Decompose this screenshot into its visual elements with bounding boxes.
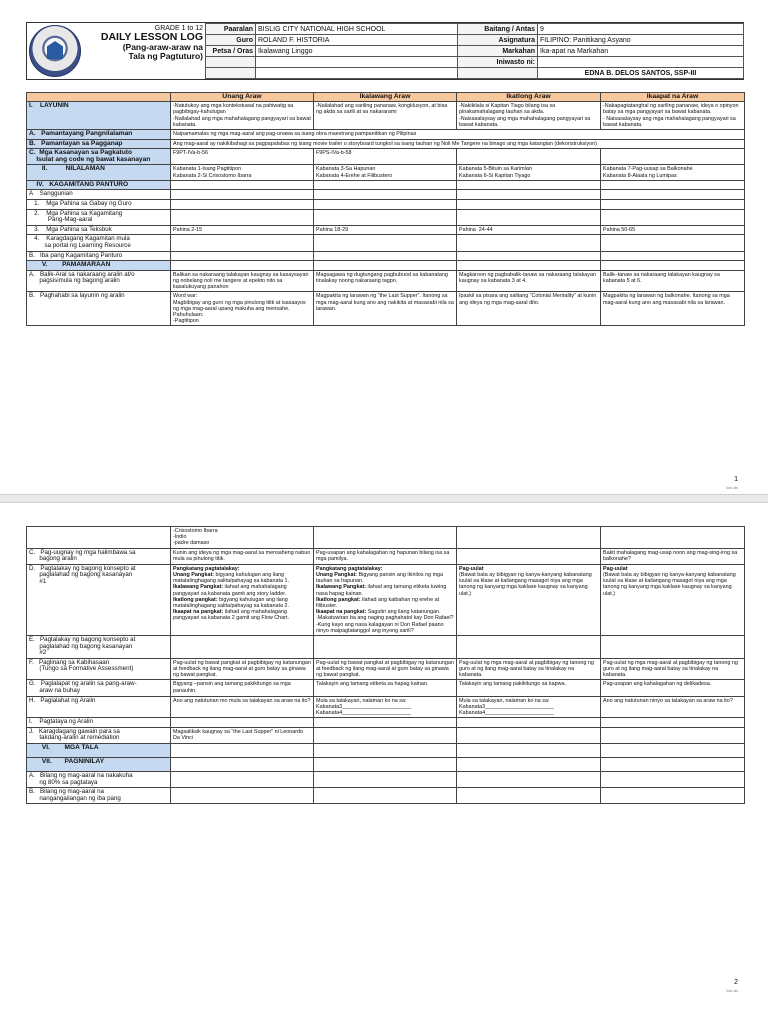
table-row [27,261,745,271]
day-4-cell [601,758,745,772]
day-2-cell [314,744,457,758]
day-2-cell [314,209,457,225]
day-2-cell: Mula sa talakayan, nalaman ko na sa: Kabanata3_______________________ Kabanata4_______________________ [314,696,457,718]
day-1-cell [171,744,314,758]
day-1-cell [171,772,314,788]
row-label: VI. MGA TALA [27,744,171,758]
row-label: 2. Mga Pahina sa Kagamitang Pang-Mag-aaral [27,209,171,225]
day-4-cell: Ano ang natutunan ninyo sa talakayan sa araw na ito? [601,696,745,718]
day-1-cell: Pangkatang pagtatalakay: Unang Pangkat: bigyang kahulugan ang ilang matatalinghagang salita/pahayag sa kabanata 1. Ikalawang Pangkat: ilahad ang mahahalagang pangyayari sa kabanata gamit ang story ladder. Ikatlong pangkat: bigyang kahulugan ang ilang matatalinghagang salita/pahayag sa kabanata 2. Ikaapat na pangkat: ilahad ang mahahalagang pangyayari sa kabanata 2 gamit ang Flow Chart. [171,564,314,635]
day-3-cell: Pag-uulat (Bawat bata ay bibigyan ng kanya-kanyang kabanatang iuulat sa klase at kailangang masagot niya ang mga tanong ng kanyang mga kaklase kaugnay sa kanyang ulat.) [457,564,601,635]
table-row [27,527,745,549]
day-1-cell: Pahina 2-15 [171,225,314,235]
day-1-cell [171,190,314,200]
day-4-cell: Pag-usapan ang kahalagahan ng delikadesa. [601,680,745,696]
header-label [206,68,256,79]
day-1-cell: Ano ang natutunan mo mula sa talakayan sa araw na ito? [171,696,314,718]
day-3-cell: Talakayin ang tamang pakikitungo sa kapwa. [457,680,601,696]
day-1-cell [171,199,314,209]
day-2-cell: Pag-uulat ng bawat pangkat at pagbibigay ng katanungan at feedback ng ilang mag-aaral at guro batay sa ginawa ng bawat pangkat. [314,658,457,680]
day-2-cell [314,636,457,659]
table-row [27,658,745,680]
day-3-cell [457,209,601,225]
day-4-cell: Kabanata 7-Pag-uusap sa Balkonahe Kabanata 8-Alaala ng Lumipas [601,165,745,180]
day-3-cell: Mula sa talakayan, nalaman ko na sa: Kabanata3_______________________ Kabanata4_______________________ [457,696,601,718]
day-1-cell: F9PT-IVa-b-56 [171,149,314,165]
day-4-cell: Pag-uulat (Bawat bata ay bibigyan ng kanya-kanyang kabanatang iuulat sa klase at kailangang masagot niya ang mga tanong ng kanyang mga kaklase kaugnay sa kanyang ulat.) [601,564,745,635]
day-1-cell: Kunin ang ideya ng mga mag-aaral sa mensaheng nabuo mula sa pinulong titik. [171,548,314,564]
day-3-cell [457,251,601,261]
day-2-cell [314,718,457,728]
day-2-cell [314,527,457,549]
day-1-cell [171,261,314,271]
day-4-cell [601,744,745,758]
table-row [27,209,745,225]
table-row [27,235,745,251]
day-1-cell: Word war: Magbibigay ang guro ng mga pinulong titik at isasaayos ng mga mag-aaral upang makuha ang mensahe. Pahuhulaan: -Pagtitipon [171,292,314,326]
table-row [27,727,745,743]
row-label: B. Iba pang Kagamitang Panturo [27,251,171,261]
row-label: V. PAMAMARAAN [27,261,171,271]
day-1-cell [171,636,314,659]
table-row [27,190,745,200]
header-row [206,24,744,35]
header-value: FILIPINO: Panitikang Asyano [538,35,744,46]
day-1-cell [171,251,314,261]
header-label: Markahan [458,46,538,57]
header-label [458,68,538,79]
day-4-cell [601,772,745,788]
row-label: B. Bilang ng mag-aaral na nangangailangan ng iba pang [27,788,171,804]
document-title: DAILY LESSON LOG [100,31,203,44]
day-3-cell [457,727,601,743]
table-row [27,772,745,788]
day-4-cell [601,251,745,261]
day-1-cell [171,209,314,225]
header-value: 9 [538,24,744,35]
day-header-1: Unang Araw [171,93,314,102]
row-label: J. Karagdagang gawain para sa takdang-aralin at remediation [27,727,171,743]
row-label: I. Pagtataya ng Aralin [27,718,171,728]
day-3-cell: Ipaskil sa pisara ang salitang “Colonial Mentality” at kunin ang ideya ng mga mag-aaral dito. [457,292,601,326]
day-4-cell: Pag-uulat ng mga mag-aaral at pagbibigay ng tanong ng guro at ng ilang mag-aaral batay sa tinalakay na kabanata. [601,658,745,680]
row-label: H. Paglalahat ng Aralin [27,696,171,718]
deped-seal-icon [29,25,81,77]
day-4-cell [601,261,745,271]
row-label: C. Mga Kasanayan sa Pagkatuto Isulat ang code ng bawat kasanayan [27,149,171,165]
day-4-cell [601,727,745,743]
day-3-cell [457,548,601,564]
row-label: A. Pamantayang Pangnilalaman [27,130,171,140]
day-1-cell: -Natutukoy ang mga kontekstuwal na pahiwatig sa pagbibigay-kahulugan -Nailalahad ang mga mahahalagang pangyayari sa bawat kabanata. [171,102,314,130]
row-label: G. Paglalapat ng aralin sa pang-araw- araw na buhay [27,680,171,696]
row-label: E. Pagtalakay ng bagong konsepto at paglalahad ng bagong kasanayan #2 [27,636,171,659]
header-row [206,46,744,57]
day-3-cell [457,527,601,549]
table-row [27,744,745,758]
header-info-grid [205,23,744,79]
header-block [26,22,744,80]
lesson-log-page-2 [0,503,768,1024]
row-label: 1. Mga Pahina sa Gabay ng Guro [27,199,171,209]
day-4-cell: Balik–tanaw sa nakaraang talakayan kaugnay sa kabanata 5 at 6. [601,270,745,292]
lesson-table-page-1 [26,92,745,326]
header-label: Petsa / Oras [206,46,256,57]
day-2-cell [314,788,457,804]
day-3-cell: Pahina 24-44 [457,225,601,235]
day-3-cell [457,758,601,772]
day-2-cell [314,235,457,251]
table-row [27,270,745,292]
day-4-cell [601,788,745,804]
day-2-cell [314,180,457,190]
header-value: ROLAND F. HISTORIA [256,35,458,46]
day-header-2: Ikalawang Araw [314,93,457,102]
title-box [83,23,203,79]
day-header-4: Ikaapat na Araw [601,93,745,102]
day-4-cell [601,199,745,209]
row-label: B. Paghahabi sa layunin ng aralin [27,292,171,326]
table-row [27,251,745,261]
table-row [27,180,745,190]
header-value: EDNA B. DELOS SANTOS, SSP-III [538,68,744,79]
day-3-cell: Kabanata 5-Bituin sa Karimlan Kabanata 6-Si Kapitan Tiyago [457,165,601,180]
grade-label: GRADE 1 to 12 [154,25,203,32]
table-row [27,149,745,165]
day-3-cell [457,190,601,200]
day-header-blank [27,93,171,102]
row-label: IV. KAGAMITANG PANTURO [27,180,171,190]
header-label: Baitang / Antas [458,24,538,35]
row-label: 4. Karagdagang Kagamitan mula sa portal ng Learning Resource [27,235,171,251]
row-label: A. Balik-Aral sa nakaraang aralin at/o pagsisimula ng bagong aralin [27,270,171,292]
row-label: VII. PAGNINILAY [27,758,171,772]
day-3-cell [457,772,601,788]
day-3-cell [457,636,601,659]
page-number: 1 lolo.dv [726,476,738,490]
header-row [206,35,744,46]
table-row [27,696,745,718]
day-header-3: Ikatlong Araw [457,93,601,102]
row-content-span: Naipamamalas ng mga mag-aaral ang pag-unawa sa isang obra maestrang pampanitikan ng Pilipinas [171,130,745,140]
table-row [27,680,745,696]
day-2-cell [314,727,457,743]
header-row [206,57,744,68]
day-2-cell: Pag-usapan ang kahalagahan ng hapunan bilang isa sa mga pamilya. [314,548,457,564]
day-1-cell: Balikan sa nakaraang talakayan kaugnay sa kasaysayan ng nobelang noli me tangere at epekto nito sa kasalukuyang panahon [171,270,314,292]
table-row [27,225,745,235]
day-3-cell [457,235,601,251]
day-1-cell [171,788,314,804]
day-2-cell: F9PS-IVa-b-58 [314,149,457,165]
day-4-cell: Pahina 50-65 [601,225,745,235]
page-separator [0,494,768,503]
table-row [27,758,745,772]
day-1-cell [171,180,314,190]
day-2-cell: Magsagawa ng dugtungang pagbubuod sa kabanatang tinalakay noong nakaraang tagpo. [314,270,457,292]
row-label: I. LAYUNIN [27,102,171,130]
row-label: II. NILALAMAN [27,165,171,180]
table-row [27,130,745,140]
header-value [256,57,458,68]
day-3-cell: -Nakikilala si Kapitan Tiago bilang isa sa pinakamahalagang tauhan sa akda. -Naisasalaysay ang mga mahahalagang pangyayari sa bawat kabanata. [457,102,601,130]
header-value: Ika-apat na Markahan [538,46,744,57]
header-label: Paaralan [206,24,256,35]
row-content-span: Ang mag-aaral ay nakikibahagi sa pagpapalabas ng isang movie trailer o storyboard tungkol sa isang tauhan ng Noli Me Tangere na binago ang mga katangian (dekonstruksiyon) [171,139,745,149]
day-2-cell [314,261,457,271]
day-3-cell: Pag-uulat ng mga mag-aaral at pagbibigay ng tanong ng guro at ng ilang mag-aaral batay sa tinalakay na kabanata. [457,658,601,680]
day-4-cell [601,149,745,165]
day-2-cell: Kabanata 3-Sa Hapunan Kabanata 4-Erehe at Filibustero [314,165,457,180]
header-value: BISLIG CITY NATIONAL HIGH SCHOOL [256,24,458,35]
day-1-cell: Pag-uulat ng bawat pangkat at pagbibigay ng katanungan at feedback ng ilang mag-aaral at guro batay sa ginawa ng bawat pangkat. [171,658,314,680]
day-3-cell: Magkaroon ng pagbabalik-tanaw sa nakaraang talakayan kaugnay sa kabanata 3 at 4. [457,270,601,292]
day-2-cell [314,199,457,209]
header-value: Ikalawang Linggo [256,46,458,57]
row-label: B. Pamantayan sa Pagganap [27,139,171,149]
row-label: A. Bilang ng mag-aaral na nakakuha ng 80% sa pagtataya [27,772,171,788]
table-row [27,199,745,209]
header-value [256,68,458,79]
table-row [27,636,745,659]
day-4-cell [601,190,745,200]
lesson-log-page-1 [0,0,768,494]
day-4-cell: Bakit mahalagang mag-usap noon ang mag-sing-irog sa balkonahe? [601,548,745,564]
day-3-cell [457,180,601,190]
day-4-cell [601,636,745,659]
day-1-cell [171,758,314,772]
day-1-cell [171,235,314,251]
day-1-cell [171,718,314,728]
header-label [206,57,256,68]
day-2-cell: Pangkatang pagtatalakay: Unang Pangkat: Bigyang pansin ang ikinilos ng mga tauhan sa hapunan. Ikalawang Pangkat: ilahad ang tamang etiketa tuwing nasa hapag kainan. Ikatlong pangkat: ilahad ang kaibahan ng erehe at filibuster. Ikaapat na pangkat: Sagutin ang ilang katanungan. -Makatuwiran ba ang naging paghahatol kay Don Rafael? -Kung kayo ang nasa kalagayan ni Don Rafael paano ninyo maipagtatanggol ang inyong sarili? [314,564,457,635]
row-label [27,527,171,549]
header-label: Asignatura [458,35,538,46]
table-row [27,548,745,564]
table-row [27,102,745,130]
lesson-table-page-2 [26,526,745,804]
header-row [206,68,744,79]
row-label: F. Paglinang sa Kabihasaan (Tungo sa Formative Assessment) [27,658,171,680]
page-number: 2 lolo.dv [726,979,738,993]
row-label: C. Pag-uugnay ng mga halimbawa sa bagong aralin [27,548,171,564]
day-1-cell: Magsaliksik kaugnay sa “the Last Supper” ni Leonardo Da Vinci [171,727,314,743]
day-2-cell: -Nailalahad ang sariling pananaw, kongklusyon, at bisa ng akda sa sarili at sa nakararami [314,102,457,130]
day-2-cell [314,772,457,788]
table-row [27,292,745,326]
day-header-row [27,93,745,102]
day-4-cell [601,527,745,549]
header-label: Guro [206,35,256,46]
row-label: 3. Mga Pahina sa Teksbuk [27,225,171,235]
day-3-cell [457,718,601,728]
day-2-cell: Talakayin ang tamang etiketa sa hapag kainan. [314,680,457,696]
document-subtitle-2: Tala ng Pagtuturo) [128,51,203,62]
table-row [27,564,745,635]
day-4-cell [601,180,745,190]
day-2-cell: Pahina 18-29 [314,225,457,235]
day-2-cell [314,251,457,261]
day-2-cell [314,190,457,200]
day-3-cell [457,261,601,271]
day-3-cell [457,744,601,758]
day-3-cell [457,788,601,804]
day-4-cell: Magpakita ng larawan ng balkonahe. Itanong sa mga mag-aaral kung ano ang masasabi nila sa larawan. [601,292,745,326]
day-4-cell [601,209,745,225]
day-3-cell [457,149,601,165]
row-label: D. Pagtalakay ng bagong konsepto at paglalahad ng bagong kasanayan #1 [27,564,171,635]
day-1-cell: Kabanata 1-Isang Pagtitipon Kabanata 2-Si Crisostomo Ibarra [171,165,314,180]
header-value [538,57,744,68]
day-4-cell [601,235,745,251]
day-2-cell: Magpakita ng larawan ng “the Last Supper”. Itanong sa mga mag-aaral kung ano ang nakikita at masasabi nila sa larawan. [314,292,457,326]
day-1-cell: -Crisostomo Ibarra -Indio -padre damaso [171,527,314,549]
header-label: Iniwasto ni: [458,57,538,68]
day-1-cell: Bigyang –pansin ang tamang pakikitungo sa mga panauhin. [171,680,314,696]
day-4-cell [601,718,745,728]
table-row [27,788,745,804]
table-row [27,718,745,728]
document-subtitle-1: (Pang-araw-araw na [122,42,203,53]
row-label: A Sanggunian [27,190,171,200]
table-row [27,139,745,149]
day-4-cell: -Nakapagtatanghal ng sariling pananaw, ideya o opinyon batay sa mga pangyayari sa bawat kabanata. - Naisasalaysay ang mga mahahalagang pangyayari sa bawat kabanata. [601,102,745,130]
day-3-cell [457,199,601,209]
day-2-cell [314,758,457,772]
table-row [27,165,745,180]
